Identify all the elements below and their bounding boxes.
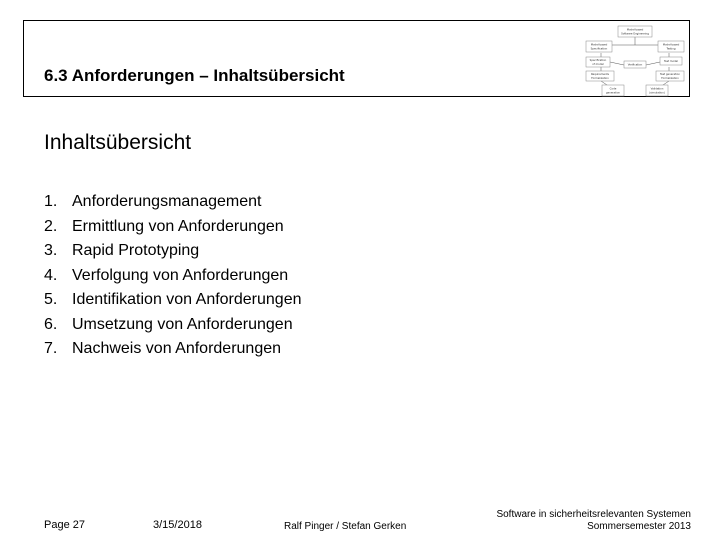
diagram-right-label-2: Testing <box>666 47 676 51</box>
slide-title: 6.3 Anforderungen – Inhaltsübersicht <box>44 66 345 85</box>
diagram-bottom-right-1: Validation <box>650 87 664 91</box>
diagram-lower-right-2: Formalization <box>661 77 679 80</box>
toc-item-label: Nachweis von Anforderungen <box>72 340 282 357</box>
diagram-lower-left-2: Formalization <box>591 77 609 80</box>
toc-item-number: 5. <box>44 291 58 308</box>
diagram-top-label-1: Model-based <box>626 28 644 32</box>
diagram-mid-right: Test model <box>663 60 679 63</box>
toc-item <box>44 337 302 362</box>
footer-semester: Sommersemester 2013 <box>587 521 691 532</box>
toc-item-label: Ermittlung von Anforderungen <box>72 217 284 235</box>
process-diagram <box>584 25 686 99</box>
toc-item-label: Rapid Prototyping <box>72 242 200 259</box>
toc-item <box>44 313 302 338</box>
diagram-mid-left-1: Specification <box>589 59 607 62</box>
toc-item-label: Anforderungsmanagement <box>72 193 262 210</box>
diagram-bottom-right-2: (simulation) <box>649 91 665 95</box>
footer-date: 3/15/2018 <box>153 519 202 531</box>
footer-course-title: Software in sicherheitsrelevanten Systemen <box>496 509 691 520</box>
toc-item <box>44 288 302 313</box>
toc-item-number: 4. <box>44 266 58 284</box>
diagram-bottom-left-2: generation <box>605 91 621 95</box>
footer-page-number: Page 27 <box>44 519 85 531</box>
toc-item-number: 6. <box>44 315 58 333</box>
diagram-right-label-1: Model-based <box>662 43 680 47</box>
toc-item <box>44 239 302 264</box>
slide-header <box>23 20 690 97</box>
toc-item-number: 7. <box>44 340 58 357</box>
diagram-mid-left-2: of model <box>592 63 604 66</box>
toc-item-number: 3. <box>44 242 58 259</box>
toc-item-number: 2. <box>44 217 58 235</box>
section-heading: Inhaltsübersicht <box>44 131 192 154</box>
footer-course <box>496 509 691 533</box>
diagram-left-label-2: Specification <box>590 47 608 51</box>
toc-item-number: 1. <box>44 193 58 210</box>
table-of-contents <box>44 190 302 362</box>
diagram-bottom-left-1: Code <box>609 87 617 91</box>
toc-item-label: Umsetzung von Anforderungen <box>72 315 293 333</box>
diagram-lower-right-1: Test generation <box>659 73 681 76</box>
diagram-lower-left-1: Requirements <box>590 73 610 76</box>
diagram-mid-center: Verification <box>627 63 643 67</box>
toc-item <box>44 215 302 240</box>
toc-item <box>44 264 302 289</box>
toc-item-label: Identifikation von Anforderungen <box>72 291 302 308</box>
toc-item-label: Verfolgung von Anforderungen <box>72 266 289 284</box>
toc-item <box>44 190 302 215</box>
diagram-left-label-1: Model-based <box>590 43 608 47</box>
diagram-top-label-2: Software Engineering <box>621 32 649 36</box>
footer-authors: Ralf Pinger / Stefan Gerken <box>284 521 407 532</box>
